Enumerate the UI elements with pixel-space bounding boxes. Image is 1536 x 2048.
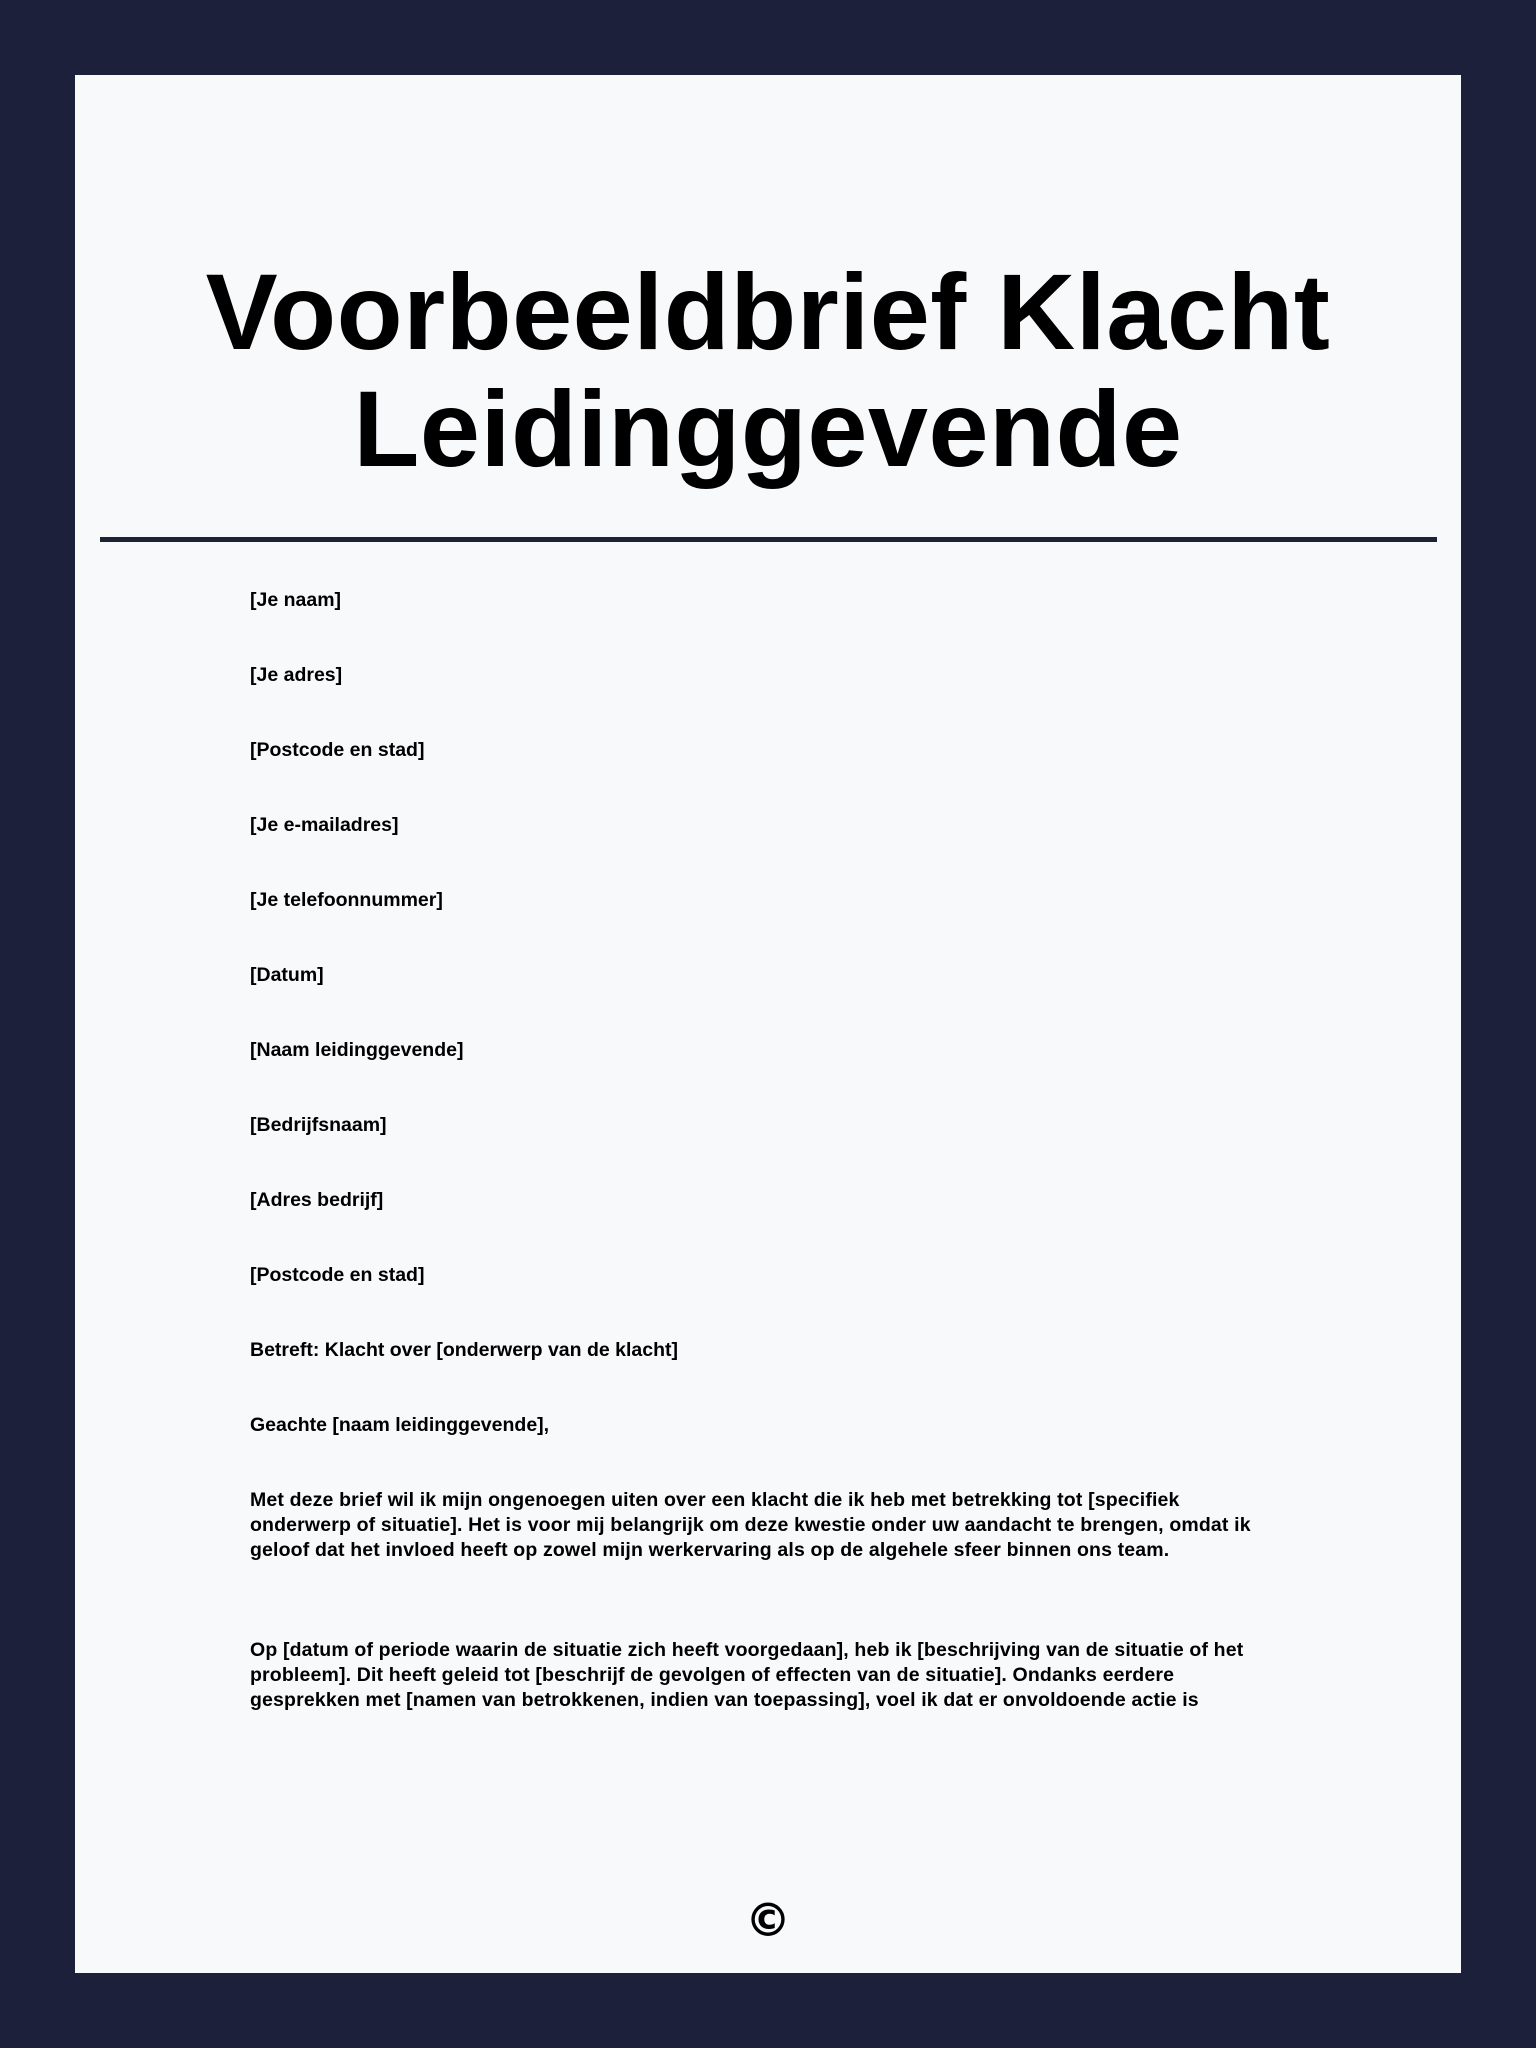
recipient-postcode-city: [Postcode en stad] [250,1264,425,1286]
paragraph-line: Op [datum of periode waarin de situatie zich heeft voorgedaan], heb ik [beschrijving van de situatie of het [250,1639,1244,1661]
letter-body [250,588,1360,1713]
paragraph-line: gesprekken met [namen van betrokkenen, indien van toepassing], voel ik dat er onvoldoende actie is [250,1689,1199,1711]
letter-date: [Datum] [250,964,324,986]
title-line-1: Voorbeeldbrief Klacht [205,251,1331,372]
paragraph-line: probleem]. Dit heeft geleid tot [beschrijf de gevolgen of effecten van de situatie]. Ondanks eerdere [250,1664,1175,1686]
recipient-company: [Bedrijfsnaam] [250,1114,387,1136]
sender-phone: [Je telefoonnummer] [250,889,443,911]
recipient-name: [Naam leidinggevende] [250,1039,464,1061]
paragraph-line: geloof dat het invloed heeft op zowel mijn werkervaring als op de algehele sfeer binnen ons team. [250,1539,1170,1561]
sender-postcode-city: [Postcode en stad] [250,739,425,761]
salutation: Geachte [naam leidinggevende], [250,1414,550,1436]
sender-email: [Je e-mailadres] [250,814,399,836]
paragraph-situation [250,1638,1360,1713]
paragraph-line: onderwerp of situatie]. Het is voor mij belangrijk om deze kwestie onder uw aandacht te brengen, omdat ik [250,1514,1251,1536]
subject-line: Betreft: Klacht over [onderwerp van de klacht] [250,1339,679,1361]
title-divider [100,537,1437,542]
page-title [75,253,1461,487]
title-line-2: Leidinggevende [353,368,1183,489]
copyright-symbol: © [745,1893,791,1947]
recipient-address: [Adres bedrijf] [250,1189,384,1211]
document-page [75,75,1461,1973]
sender-address: [Je adres] [250,664,343,686]
sender-name: [Je naam] [250,589,342,611]
paragraph-line: Met deze brief wil ik mijn ongenoegen uiten over een klacht die ik heb met betrekking tot [specifiek [250,1489,1180,1511]
paragraph-intro [250,1488,1360,1563]
